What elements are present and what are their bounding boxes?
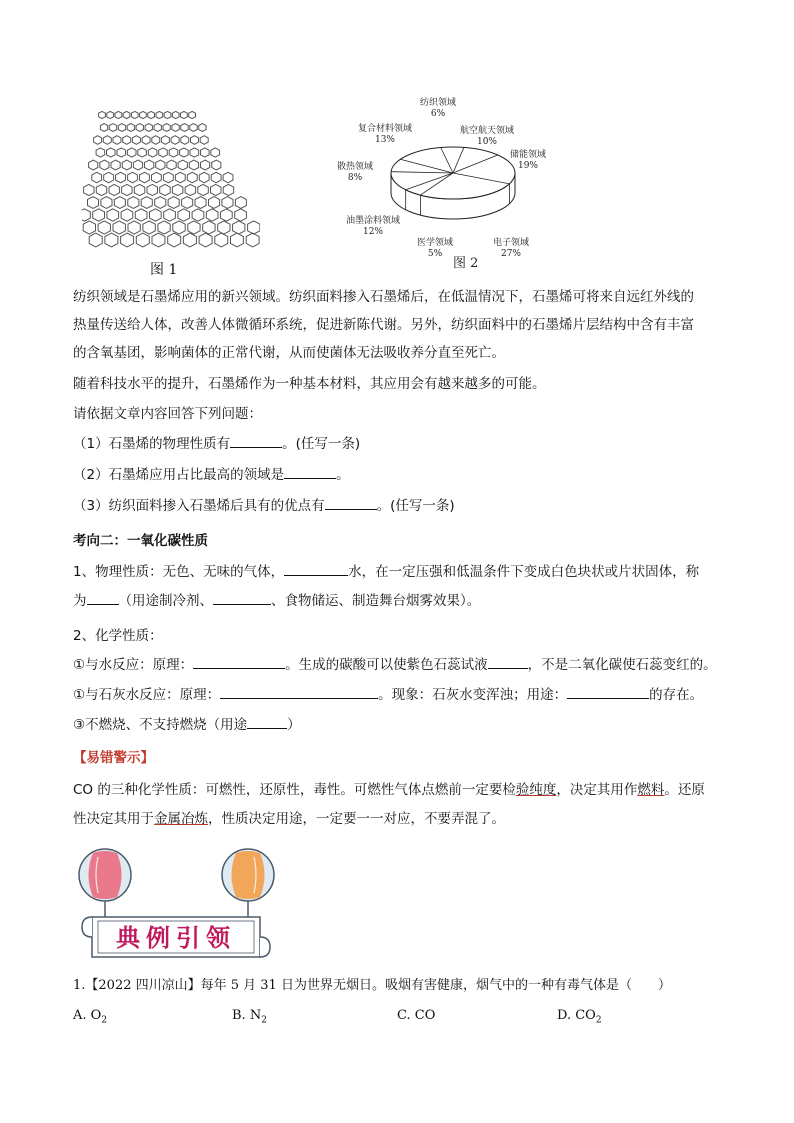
chemical-property-nonflammable: ③不燃烧、不支持燃烧（用途 ） [73,717,301,733]
warning-line-2: 性决定其用于金属冶炼，性质决定用途，一定要一一对应，不要弄混了。 [73,811,505,827]
pie-slice-label: 纺织领域 [419,98,457,108]
answer-blank[interactable] [193,655,285,669]
answer-blank[interactable] [567,685,649,699]
pie-slice-label: 电子领域 [492,238,530,248]
graphene-lattice-image [82,107,260,255]
pie-slice-percent: 10% [476,137,498,147]
chemical-property-limewater: ①与石灰水反应：原理： 。现象：石灰水变浑浊；用途： 的存在。 [73,687,704,703]
pie-slice-percent: 5% [427,249,443,259]
answer-blank[interactable] [284,562,348,576]
option-d[interactable]: D. $CO_2$ [557,1008,602,1026]
paragraph-2: 随着科技水平的提升，石墨烯作为一种基本材料，其应用会有越来越多的可能。 [73,376,546,392]
option-a[interactable]: A. $O_2$ [73,1008,108,1026]
pie-slice-percent: 13% [374,135,396,145]
figures-row [0,95,794,278]
physical-properties-line-2: 为 （用途制冷剂、 、食物储运、制造舞台烟雾效果）。 [73,593,481,609]
answer-blank[interactable] [87,591,119,605]
pie-slice-label: 散热领域 [336,162,374,172]
figure-1-caption: 图 1 [150,262,178,278]
sub-question-1: （1）石墨烯的物理性质有 。(任写一条) [73,436,361,452]
pie-chart [335,95,565,271]
pie-slice-percent: 8% [347,173,363,183]
answer-blank[interactable] [325,496,377,510]
answer-blank[interactable] [220,685,378,699]
pie-slice-percent: 6% [430,109,446,119]
paragraph-1-line-3: 的含氧基团，影响菌体的正常代谢，从而使菌体无法吸收养分直至死亡。 [73,345,505,361]
figure-2-caption: 图 2 [453,256,479,271]
physical-properties-line-1: 1、物理性质：无色、无味的气体， 水，在一定压强和低温条件下变成白色块状或片状固体，称 [73,564,700,580]
sub-question-2: （2）石墨烯应用占比最高的领域是 。 [73,467,350,483]
chemical-properties-title: 2、化学性质： [73,628,163,644]
option-b[interactable]: B. $N_2$ [232,1008,267,1026]
chemical-property-water: ①与水反应：原理： 。生成的碳酸可以使紫色石蕊试液 ，不是二氧化碳使石蕊变红的。 [73,657,717,673]
left-ball-icon [79,849,131,917]
paragraph-1-line-2: 热量传送给人体，改善人体微循环系统，促进新陈代谢。另外，纺织面料中的石墨烯片层结构中含有丰富 [73,317,694,333]
answer-blank[interactable] [284,465,336,479]
pie-slice-label: 储能领域 [509,150,547,160]
warning-line-1: CO 的三种化学性质：可燃性，还原性，毒性。可燃性气体点燃前一定要检验纯度，决定其用作燃料。还原 [73,782,705,798]
answer-blank[interactable] [247,715,287,729]
pie-slice-percent: 12% [362,227,384,237]
warning-title: 【易错警示】 [73,750,154,766]
pie-slice-label: 医学领域 [416,238,454,248]
right-ball-icon [222,849,274,917]
pie-slice-label: 航空航天领域 [459,126,515,136]
example-banner [70,845,280,970]
answer-blank[interactable] [488,655,528,669]
section-title: 考向二：一氧化碳性质 [73,533,208,549]
answer-blank[interactable] [213,591,271,605]
pie-slice-percent: 19% [517,161,539,171]
pie-slice-label: 复合材料领域 [357,124,413,134]
banner-title: 典例引领 [116,923,236,952]
paragraph-1-line-1: 纺织领域是石墨烯应用的新兴领域。纺织面料掺入石墨烯后，在低温情况下，石墨烯可将来自远红外线的 [73,289,694,305]
example-question: 1.【2022 四川凉山】每年 5 月 31 日为世界无烟日。吸烟有害健康，烟气中的一种有毒气体是（ ） [73,978,671,993]
sub-question-3: （3）纺织面料掺入石墨烯后具有的优点有 。(任写一条) [73,498,455,514]
pie-slice-percent: 27% [500,249,522,259]
answer-blank[interactable] [230,434,282,448]
option-c[interactable]: C. CO [397,1008,436,1023]
pie-slice-label: 油墨涂料领域 [345,216,401,226]
question-prompt: 请依据文章内容回答下列问题： [73,406,262,422]
